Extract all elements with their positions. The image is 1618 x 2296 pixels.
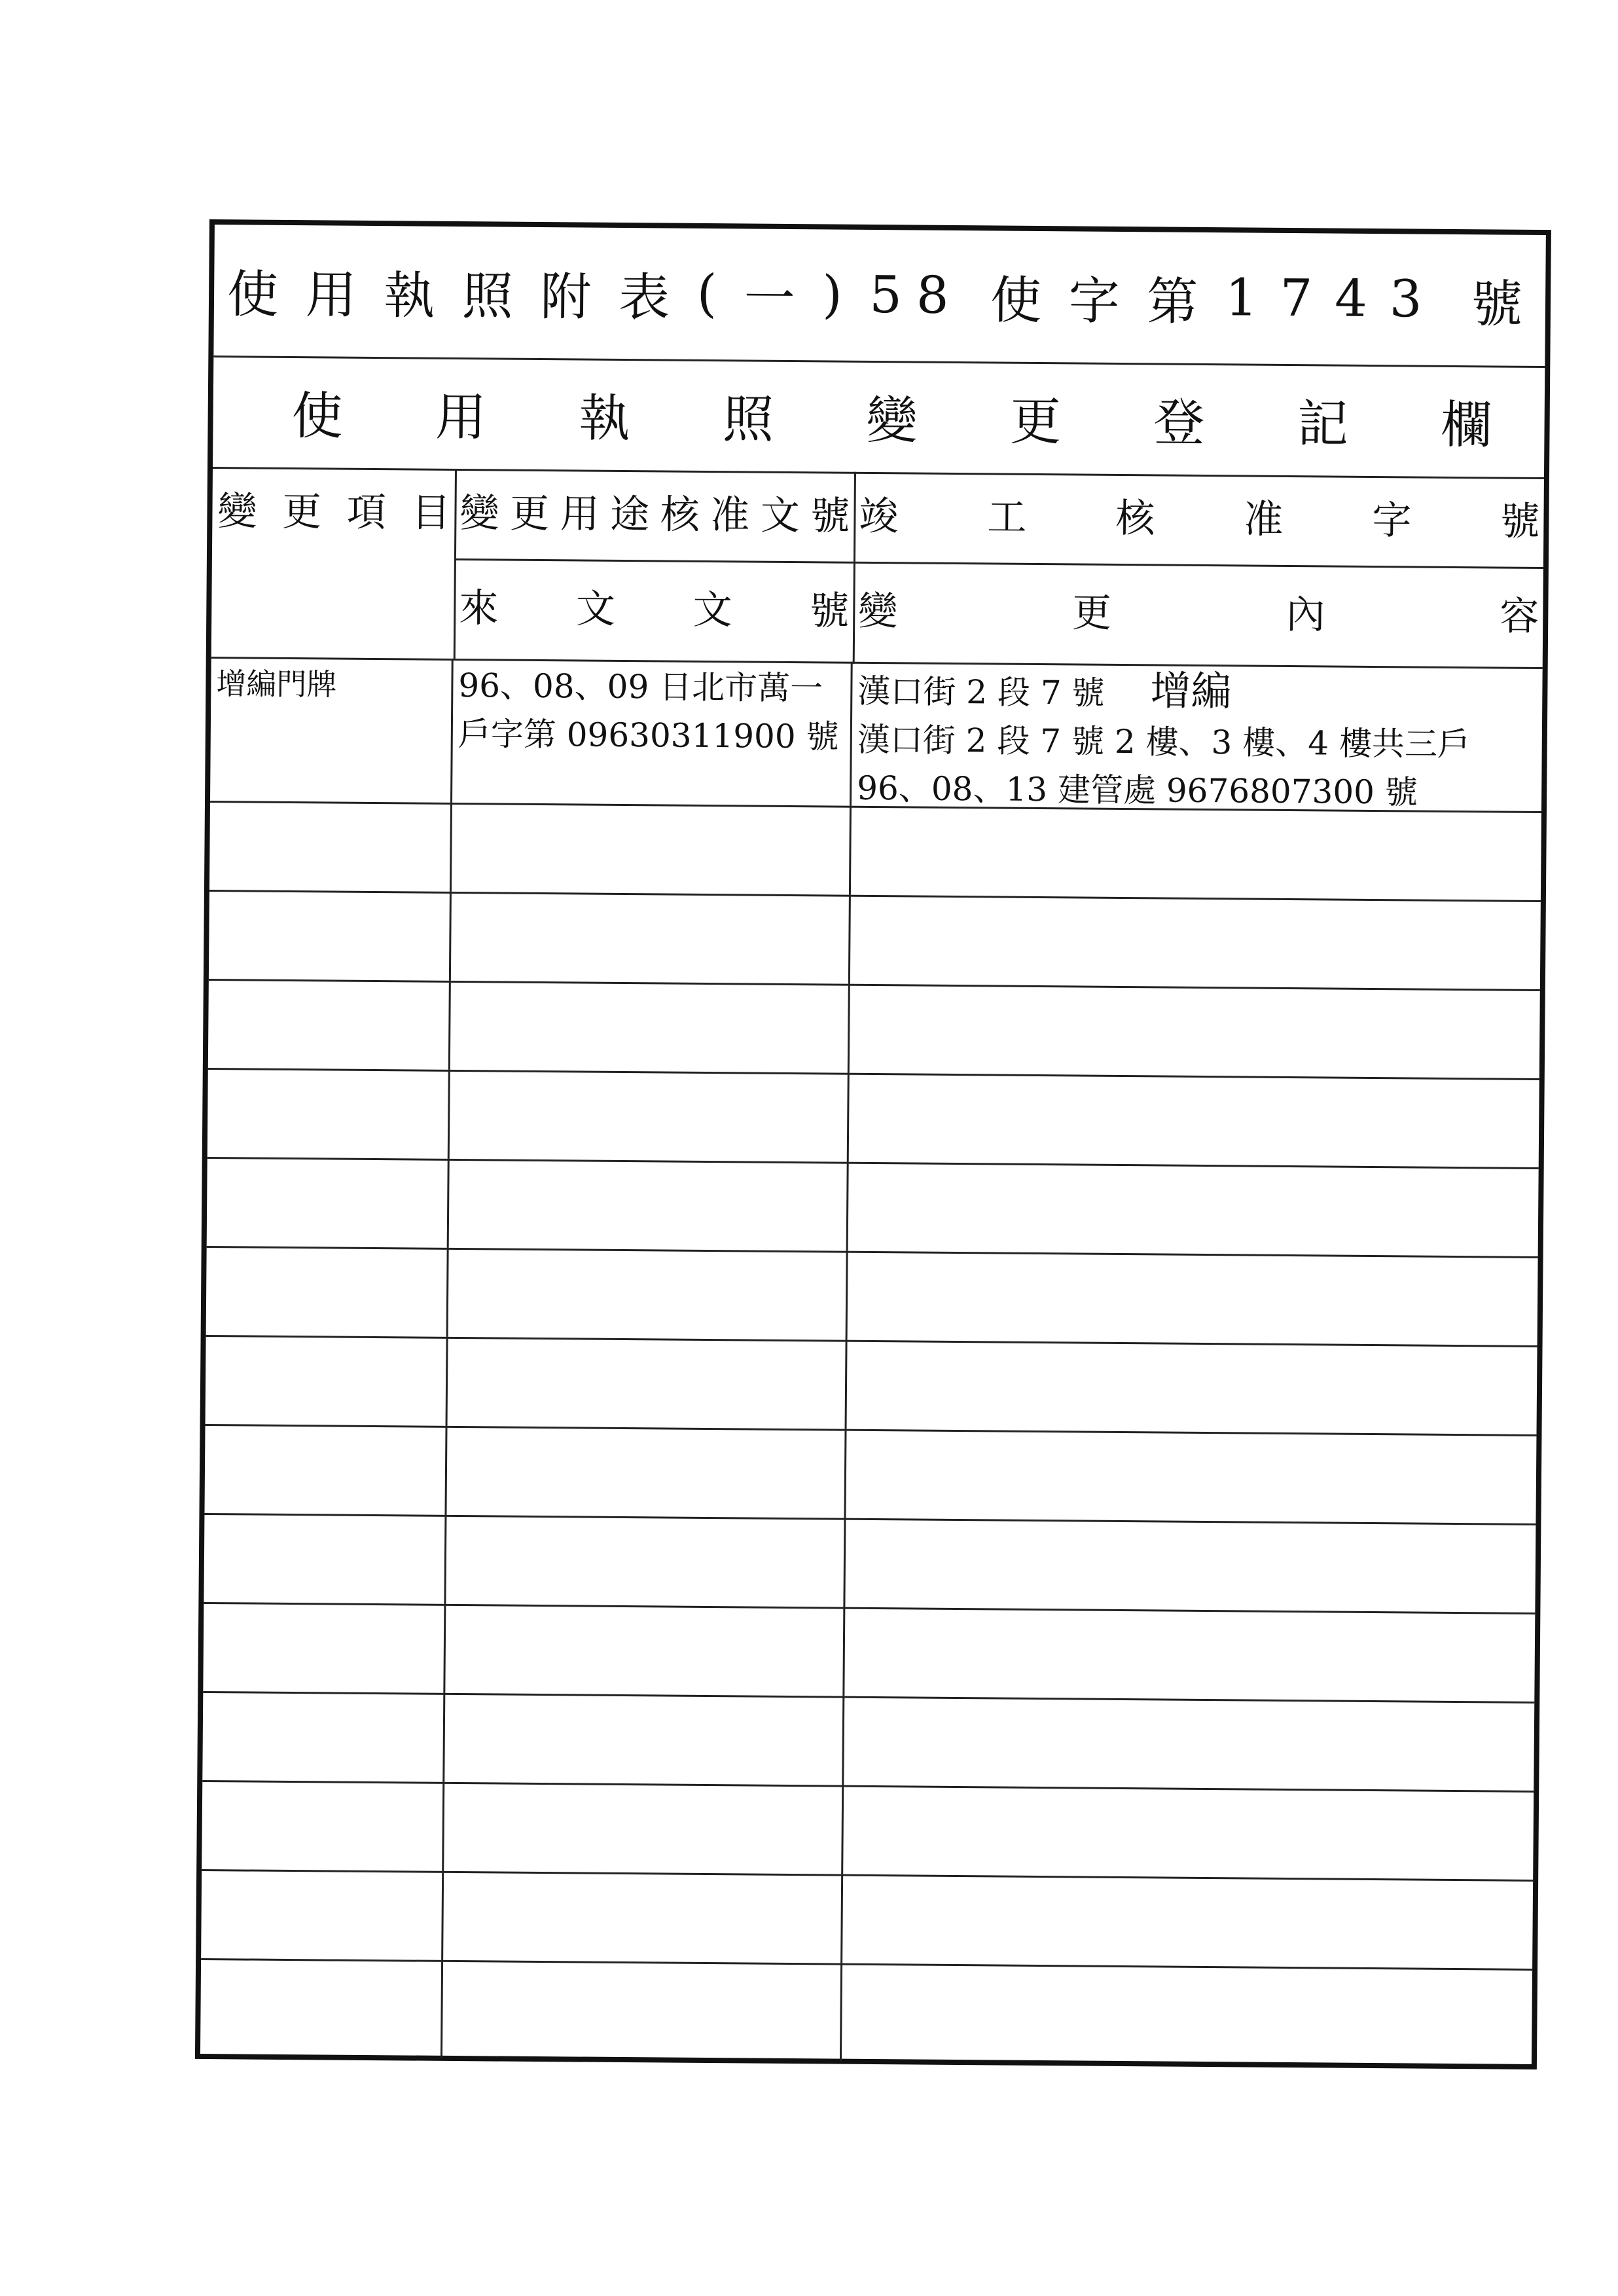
header-char: 號	[810, 588, 850, 634]
header-char: 文	[692, 587, 732, 634]
empty-cell	[204, 1424, 447, 1515]
table-row	[200, 1958, 1532, 2067]
header-char: 核	[1115, 495, 1155, 542]
header-char: 更	[281, 488, 322, 536]
title-char: 用	[305, 266, 357, 325]
banner-char: 照	[722, 390, 774, 450]
header-char: 號	[810, 493, 850, 539]
empty-cell	[450, 981, 850, 1073]
title-number: 58	[869, 265, 963, 326]
empty-cell	[845, 1518, 1536, 1613]
title-char: 字	[1068, 272, 1121, 331]
table-row	[203, 1602, 1535, 1704]
header-char: 文	[760, 492, 800, 539]
header-char: 更	[509, 490, 550, 538]
content-tag: 增編	[1150, 666, 1232, 716]
empty-cell	[451, 892, 851, 984]
table-row	[210, 657, 1543, 813]
empty-cell	[201, 1869, 444, 1960]
empty-cell	[445, 1604, 845, 1696]
empty-cell	[850, 984, 1540, 1078]
change-register-banner	[213, 355, 1545, 479]
empty-cell	[442, 1960, 842, 2062]
header-char: 工	[987, 494, 1027, 541]
empty-cell	[206, 1335, 448, 1426]
empty-cell	[444, 1693, 844, 1785]
header-usage-approval-no	[454, 469, 854, 564]
header-char: 項	[346, 489, 387, 536]
title-char: )	[821, 265, 843, 325]
empty-cell	[443, 1871, 843, 1963]
header-char: 內	[1285, 591, 1325, 638]
empty-cell	[446, 1426, 846, 1518]
content-line: 96、08、13 建管處 9676807300 號	[856, 769, 1418, 812]
empty-cell	[209, 890, 452, 981]
empty-cell	[851, 806, 1541, 900]
table-row	[204, 1513, 1536, 1614]
title-char: 表	[618, 268, 670, 328]
doc-number-line: 96、08、09 日北市萬一	[458, 666, 823, 708]
banner-char: 變	[866, 391, 918, 451]
empty-cell	[448, 1337, 848, 1429]
header-incoming-doc-no	[454, 564, 854, 659]
empty-cell	[844, 1607, 1535, 1702]
header-change-item	[211, 467, 457, 661]
header-approval-doc	[454, 469, 856, 664]
header-char: 變	[217, 488, 257, 535]
empty-cell	[850, 895, 1541, 989]
empty-cell	[206, 1246, 449, 1337]
title-char: 使	[990, 271, 1042, 331]
register-rows	[200, 657, 1543, 2064]
empty-cell	[848, 1162, 1539, 1256]
empty-cell	[203, 1602, 446, 1693]
header-char: 准	[1244, 496, 1284, 543]
content-line: 漢口街 2 段 7 號	[857, 672, 1105, 712]
empty-cell	[842, 1963, 1532, 2067]
table-row	[202, 1691, 1534, 1793]
header-label	[212, 467, 455, 560]
header-char: 字	[1372, 497, 1412, 544]
table-row	[207, 1068, 1539, 1169]
empty-cell	[444, 1782, 844, 1874]
license-attachment-form	[195, 219, 1551, 2069]
content-line: 漢口街 2 段 7 號 2 樓、3 樓、4 樓共三戶	[857, 720, 1471, 764]
banner-char: 欄	[1441, 395, 1492, 456]
banner-char: 更	[1009, 392, 1062, 452]
empty-cell	[848, 1251, 1538, 1345]
empty-cell	[207, 1068, 450, 1159]
header-char: 號	[1500, 498, 1540, 545]
header-char: 目	[411, 490, 451, 536]
empty-cell	[842, 1874, 1533, 1969]
header-char: 文	[575, 586, 616, 632]
title-char: 使	[226, 265, 279, 325]
table-row	[208, 979, 1540, 1080]
banner-char: 記	[1297, 395, 1349, 454]
empty-cell	[847, 1340, 1537, 1434]
empty-cell	[209, 801, 452, 892]
header-char: 核	[660, 492, 700, 538]
header-char: 用	[560, 491, 600, 538]
table-row	[202, 1780, 1534, 1882]
empty-cell	[450, 1070, 850, 1162]
empty-cell	[844, 1696, 1534, 1791]
banner-char: 登	[1153, 393, 1205, 453]
empty-cell	[452, 803, 852, 895]
change-content-cell	[852, 662, 1543, 811]
empty-cell	[449, 1159, 849, 1251]
empty-cell	[208, 979, 451, 1070]
license-number: 1743	[1225, 268, 1445, 329]
doc-number-cell	[452, 659, 853, 806]
header-char: 變	[858, 588, 898, 635]
empty-cell	[849, 1073, 1539, 1167]
empty-cell	[200, 1958, 443, 2058]
header-char: 更	[1071, 590, 1112, 636]
header-char: 來	[459, 585, 499, 632]
title-char: 號	[1471, 275, 1523, 335]
header-completion-approval-no	[854, 472, 1544, 569]
empty-cell	[202, 1691, 445, 1782]
title-char: 附	[540, 267, 592, 327]
banner-char: 使	[291, 386, 344, 446]
header-char: 竣	[859, 493, 899, 540]
table-row	[207, 1157, 1539, 1258]
title-char: 一	[744, 269, 796, 329]
header-char: 變	[459, 490, 499, 537]
empty-cell	[207, 1157, 450, 1248]
title-char: 執	[383, 266, 435, 326]
banner-char: 執	[579, 389, 630, 449]
table-row	[206, 1246, 1538, 1347]
table-row	[206, 1335, 1537, 1436]
form-title	[213, 225, 1546, 368]
change-item-cell	[210, 657, 454, 803]
empty-cell	[202, 1780, 444, 1871]
empty-cell	[846, 1429, 1536, 1523]
table-row	[209, 890, 1541, 991]
title-char: 照	[461, 267, 514, 327]
banner-char: 用	[435, 388, 487, 448]
empty-cell	[843, 1785, 1534, 1880]
change-item: 增編門牌	[216, 666, 337, 702]
header-char: 准	[710, 492, 750, 539]
title-char: 第	[1146, 272, 1198, 332]
empty-cell	[204, 1513, 446, 1604]
table-row	[201, 1869, 1533, 1971]
header-change-content	[853, 567, 1543, 664]
doc-number-line: 戶字第 09630311900 號	[458, 715, 839, 756]
title-char: (	[696, 264, 717, 324]
header-char: 容	[1499, 593, 1539, 640]
header-char: 途	[609, 491, 650, 538]
table-row	[204, 1424, 1536, 1525]
header-completion	[853, 472, 1544, 669]
table-row	[209, 801, 1541, 902]
empty-cell	[448, 1248, 848, 1340]
empty-cell	[446, 1515, 846, 1607]
